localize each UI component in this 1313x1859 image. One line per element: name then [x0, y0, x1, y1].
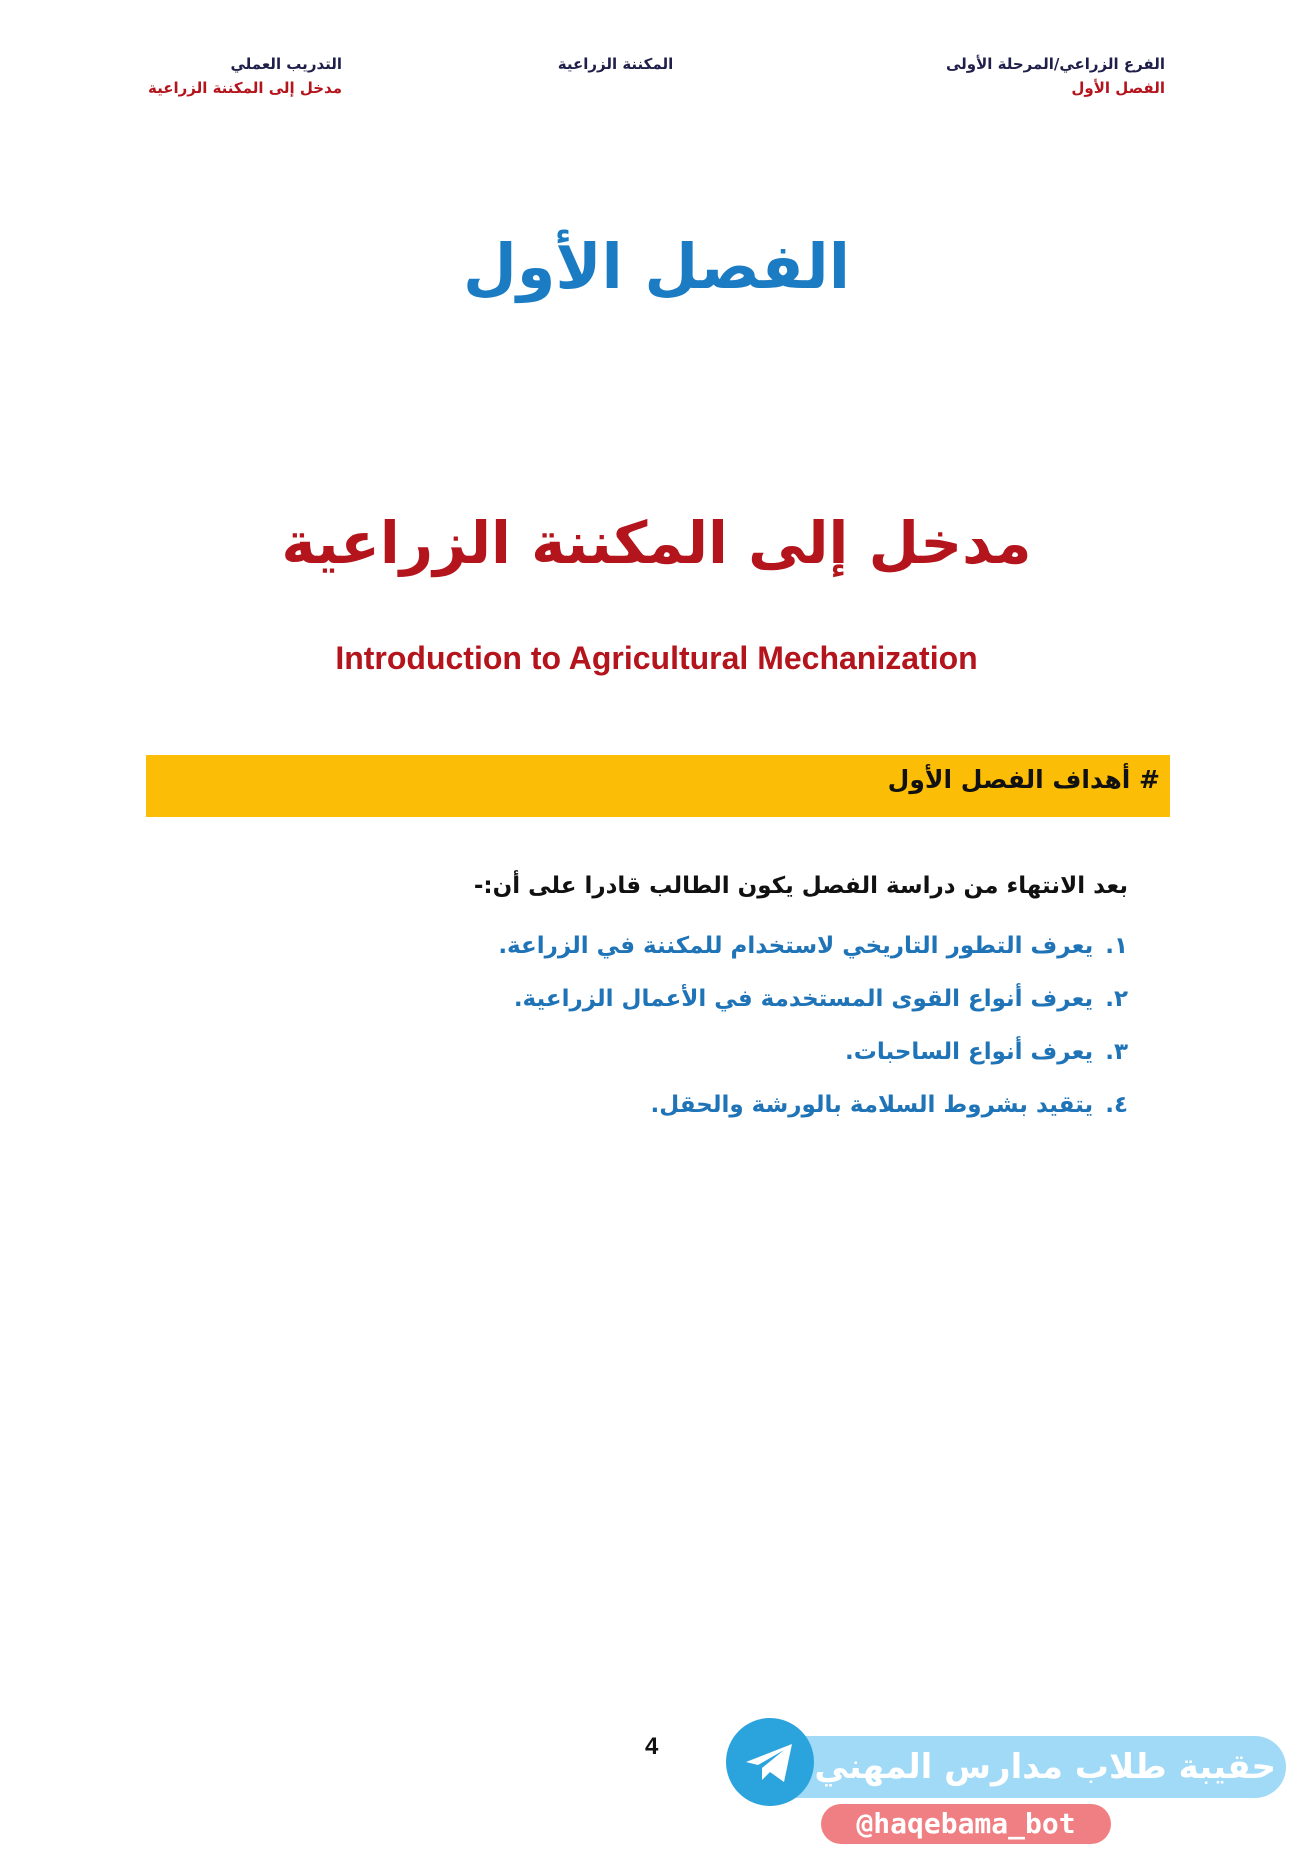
- list-item-number: ١.: [1105, 933, 1128, 959]
- watermark-handle: @haqebama_bot: [821, 1804, 1111, 1844]
- english-title: Introduction to Agricultural Mechanization: [335, 640, 978, 676]
- list-item-text: يعرف أنواع الساحبات.: [844, 1039, 1094, 1065]
- objectives-list: [498, 920, 1128, 1132]
- list-item: [498, 973, 1128, 1026]
- header-topic: مدخل إلى المكننة الزراعية: [148, 79, 343, 97]
- telegram-icon: [726, 1718, 814, 1806]
- list-item-number: ٤.: [1105, 1092, 1128, 1118]
- telegram-plane-icon: [726, 1718, 814, 1806]
- page-number: 4: [645, 1733, 659, 1760]
- list-item-number: ٢.: [1105, 986, 1128, 1012]
- header-branch-stage: الفرع الزراعي/المرحلة الأولى: [945, 55, 1165, 73]
- list-item: [498, 1079, 1128, 1132]
- arabic-title: مدخل إلى المكننة الزراعية: [281, 509, 1032, 577]
- list-item-number: ٣.: [1105, 1039, 1128, 1065]
- header-subject: المكننة الزراعية: [557, 55, 674, 73]
- chapter-title: الفصل الأول: [463, 230, 850, 303]
- objectives-heading: # أهداف الفصل الأول: [887, 765, 1160, 794]
- list-item: [498, 920, 1128, 973]
- list-item-text: يعرف التطور التاريخي لاستخدام للمكننة في الزراعة.: [498, 933, 1094, 959]
- list-item-text: يتقيد بشروط السلامة بالورشة والحقل.: [650, 1092, 1094, 1118]
- header-training: التدريب العملي: [230, 55, 343, 73]
- list-item: [498, 1026, 1128, 1079]
- header-left: [148, 52, 342, 100]
- watermark-channel-name: حقيبة طلاب مدارس المهني: [814, 1747, 1276, 1787]
- watermark: [726, 1718, 1296, 1843]
- header-chapter: الفصل الأول: [1071, 79, 1165, 97]
- list-item-text: يعرف أنواع القوى المستخدمة في الأعمال الزراعية.: [513, 986, 1094, 1012]
- objectives-heading-bar: [146, 755, 1170, 817]
- objectives-intro: بعد الانتهاء من دراسة الفصل يكون الطالب قادرا على أن:-: [473, 873, 1128, 899]
